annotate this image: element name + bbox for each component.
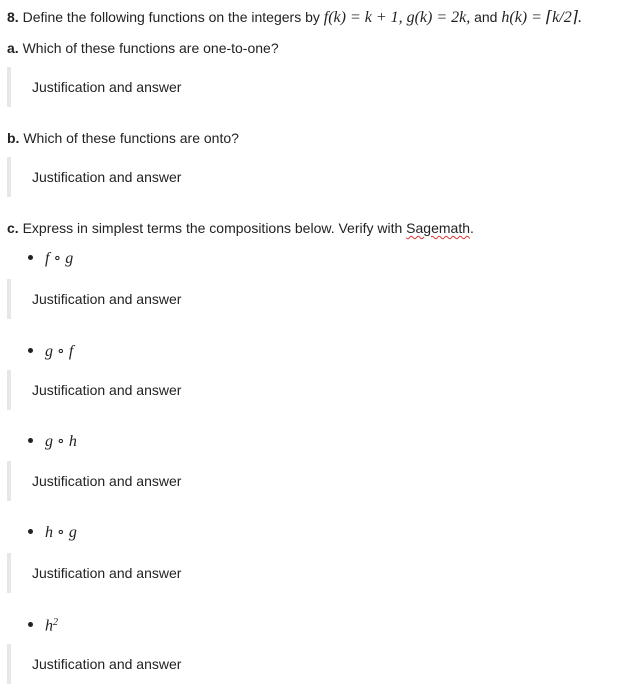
bullet-dot: [28, 438, 33, 443]
composition-superscript: 2: [53, 617, 58, 628]
composition-expr: h ∘ g: [45, 524, 77, 541]
blockquote-bar: [7, 279, 11, 319]
answer-block-c5[interactable]: [7, 644, 637, 684]
composition-expr: h: [45, 617, 53, 635]
answer-text: Justification and answer: [32, 169, 182, 185]
blockquote-bar: [7, 157, 11, 197]
composition-item: [28, 613, 58, 637]
sagemath-word: Sagemath: [406, 220, 470, 236]
part-a-letter: a.: [7, 40, 19, 56]
part-b-letter: b.: [7, 130, 20, 146]
answer-block-b[interactable]: [7, 157, 637, 197]
composition-expr: g ∘ f: [45, 343, 74, 360]
part-c-letter: c.: [7, 220, 19, 236]
composition-item: [28, 248, 73, 269]
part-c-question: [7, 219, 474, 237]
problem-statement: [7, 8, 582, 27]
answer-block-c2[interactable]: [7, 370, 637, 410]
composition-item: [28, 341, 73, 362]
bullet-dot: [28, 529, 33, 534]
f-definition: f(k) = k + 1,: [323, 9, 403, 26]
answer-block-c1[interactable]: [7, 279, 637, 319]
part-c-text: Express in simplest terms the compositions below. Verify with: [22, 220, 403, 236]
composition-item: [28, 431, 77, 452]
blockquote-bar: [7, 67, 11, 107]
bullet-dot: [28, 348, 33, 353]
answer-block-c3[interactable]: [7, 461, 637, 501]
part-c-period: .: [470, 220, 474, 236]
problem-number: 8.: [7, 9, 19, 25]
bullet-dot: [28, 622, 33, 627]
blockquote-bar: [7, 553, 11, 593]
answer-text: Justification and answer: [32, 291, 182, 307]
part-a-question: [7, 39, 279, 57]
composition-item: [28, 522, 77, 543]
answer-text: Justification and answer: [32, 382, 182, 398]
answer-text: Justification and answer: [32, 79, 182, 95]
part-b-question: [7, 129, 239, 147]
blockquote-bar: [7, 461, 11, 501]
h-definition: h(k) = ⌈k/2⌉.: [501, 9, 582, 26]
composition-expr: g ∘ h: [45, 433, 77, 450]
composition-expr: f ∘ g: [45, 250, 74, 267]
answer-block-c4[interactable]: [7, 553, 637, 593]
bullet-dot: [28, 255, 33, 260]
g-definition: g(k) = 2k,: [406, 9, 471, 26]
blockquote-bar: [7, 370, 11, 410]
answer-text: Justification and answer: [32, 565, 182, 581]
and-word: and: [474, 9, 498, 25]
blockquote-bar: [7, 644, 11, 684]
part-a-text: Which of these functions are one-to-one?: [22, 40, 279, 56]
problem-intro: Define the following functions on the integers by: [22, 9, 320, 25]
answer-text: Justification and answer: [32, 473, 182, 489]
answer-block-a[interactable]: [7, 67, 637, 107]
answer-text: Justification and answer: [32, 656, 182, 672]
part-b-text: Which of these functions are onto?: [23, 130, 239, 146]
